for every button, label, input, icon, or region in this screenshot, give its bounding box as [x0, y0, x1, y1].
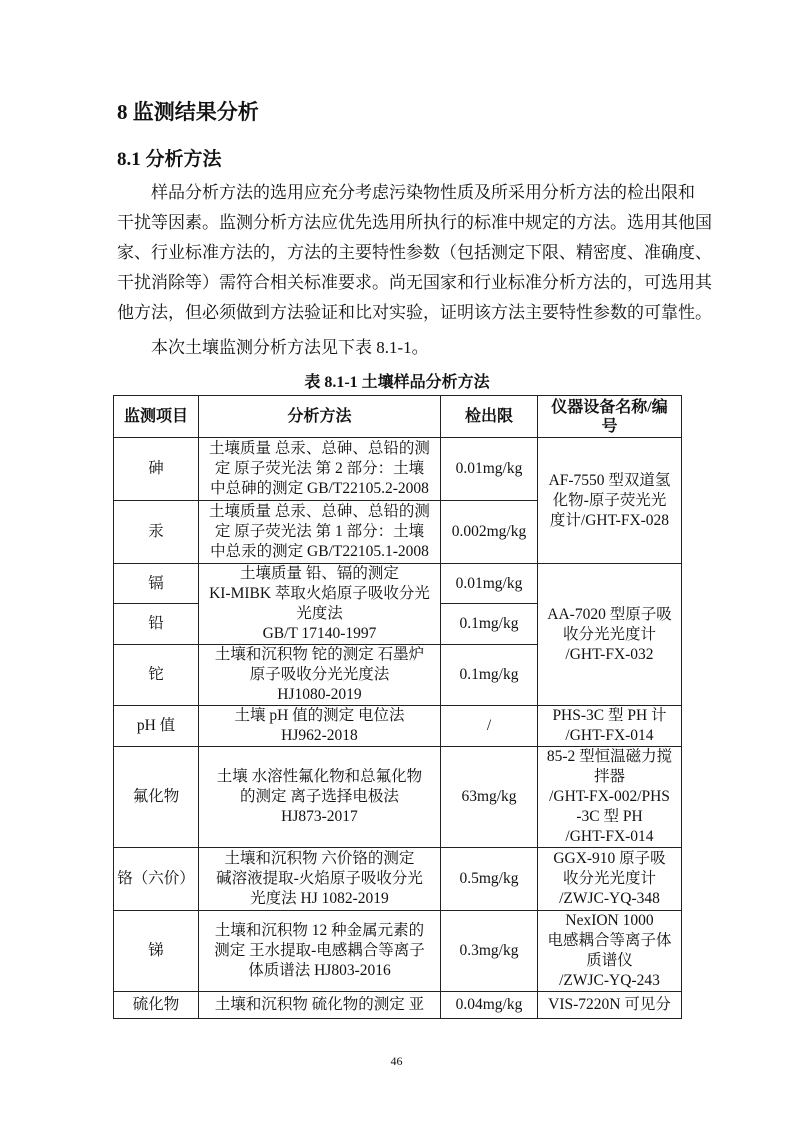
- body-paragraph: [117, 178, 712, 328]
- table-reference-paragraph: 本次土壤监测分析方法见下表 8.1-1。: [151, 338, 429, 357]
- cell-method: 土壤 水溶性氟化物和总氟化物 的测定 离子选择电极法 HJ873-2017: [199, 747, 441, 848]
- cell-item: pH 值: [114, 706, 199, 747]
- table-row: [114, 992, 682, 1019]
- cell-limit: 0.5mg/kg: [441, 848, 538, 911]
- header-method: 分析方法: [199, 396, 441, 438]
- header-item: 监测项目: [114, 396, 199, 438]
- paragraph-line: 干扰等因素。监测分析方法应优先选用所执行的标准中规定的方法。选用其他国: [117, 213, 712, 232]
- analysis-methods-table: [113, 395, 682, 1019]
- page-number: 46: [390, 1054, 403, 1068]
- cell-item: 铅: [114, 604, 199, 645]
- paragraph-line: 干扰消除等）需符合相关标准要求。尚无国家和行业标准分析方法的，可选用其: [117, 273, 712, 292]
- table-caption: 表 8.1-1 土壤样品分析方法: [304, 374, 490, 391]
- cell-item: 砷: [114, 438, 199, 501]
- cell-device: GGX-910 原子吸 收分光光度计 /ZWJC-YQ-348: [538, 848, 682, 911]
- cell-method: 土壤和沉积物 铊的测定 石墨炉 原子吸收分光光度法 HJ1080-2019: [199, 645, 441, 706]
- cell-device: NexION 1000 电感耦合等离子体 质谱仪 /ZWJC-YQ-243: [538, 911, 682, 992]
- table-row: [114, 911, 682, 992]
- table-row: [114, 848, 682, 911]
- table-row: [114, 564, 682, 604]
- section-heading: 8 监测结果分析: [117, 100, 259, 124]
- cell-method: 土壤和沉积物 六价铬的测定 碱溶液提取-火焰原子吸收分光 光度法 HJ 1082-2019: [199, 848, 441, 911]
- paragraph-line: 家、行业标准方法的，方法的主要特性参数（包括测定下限、精密度、准确度、: [117, 243, 712, 262]
- cell-limit: 0.1mg/kg: [441, 604, 538, 645]
- cell-limit: 0.002mg/kg: [441, 501, 538, 564]
- cell-limit: 63mg/kg: [441, 747, 538, 848]
- cell-limit: 0.01mg/kg: [441, 564, 538, 604]
- cell-limit: /: [441, 706, 538, 747]
- cell-method: 土壤 pH 值的测定 电位法 HJ962-2018: [199, 706, 441, 747]
- cell-method: 土壤质量 总汞、总砷、总铅的测 定 原子荧光法 第 1 部分：土壤 中总汞的测定 GB/T22105.1-2008: [199, 501, 441, 564]
- paragraph-line: 样品分析方法的选用应充分考虑污染物性质及所采用分析方法的检出限和: [151, 183, 695, 202]
- cell-limit: 0.3mg/kg: [441, 911, 538, 992]
- cell-item: 汞: [114, 501, 199, 564]
- cell-method: 土壤质量 铅、镉的测定 KI-MIBK 萃取火焰原子吸收分光 光度法 GB/T 17140-1997: [199, 564, 441, 645]
- table-row: [114, 706, 682, 747]
- cell-item: 氟化物: [114, 747, 199, 848]
- cell-item: 镉: [114, 564, 199, 604]
- cell-method: 土壤和沉积物 硫化物的测定 亚: [199, 992, 441, 1019]
- header-device: 仪器设备名称/编 号: [538, 396, 682, 438]
- header-limit: 检出限: [441, 396, 538, 438]
- cell-item: 锑: [114, 911, 199, 992]
- paragraph-line: 他方法，但必须做到方法验证和比对实验，证明该方法主要特性参数的可靠性。: [117, 303, 712, 322]
- table-row: [114, 438, 682, 501]
- table-row: [114, 747, 682, 848]
- cell-method: 土壤质量 总汞、总砷、总铅的测 定 原子荧光法 第 2 部分：土壤 中总砷的测定 GB/T22105.2-2008: [199, 438, 441, 501]
- table-header-row: [114, 396, 682, 438]
- cell-device: 85-2 型恒温磁力搅 拌器 /GHT-FX-002/PHS -3C 型 PH /GHT-FX-014: [538, 747, 682, 848]
- cell-limit: 0.01mg/kg: [441, 438, 538, 501]
- cell-limit: 0.04mg/kg: [441, 992, 538, 1019]
- subsection-heading: 8.1 分析方法: [117, 149, 222, 170]
- cell-device: VIS-7220N 可见分: [538, 992, 682, 1019]
- cell-item: 硫化物: [114, 992, 199, 1019]
- cell-method: 土壤和沉积物 12 种金属元素的 测定 王水提取-电感耦合等离子 体质谱法 HJ803-2016: [199, 911, 441, 992]
- cell-device: AA-7020 型原子吸 收分光光度计 /GHT-FX-032: [538, 564, 682, 706]
- cell-device: PHS-3C 型 PH 计 /GHT-FX-014: [538, 706, 682, 747]
- cell-limit: 0.1mg/kg: [441, 645, 538, 706]
- cell-item: 铬（六价）: [114, 848, 199, 911]
- cell-item: 铊: [114, 645, 199, 706]
- cell-device: AF-7550 型双道氢 化物-原子荧光光 度计/GHT-FX-028: [538, 438, 682, 564]
